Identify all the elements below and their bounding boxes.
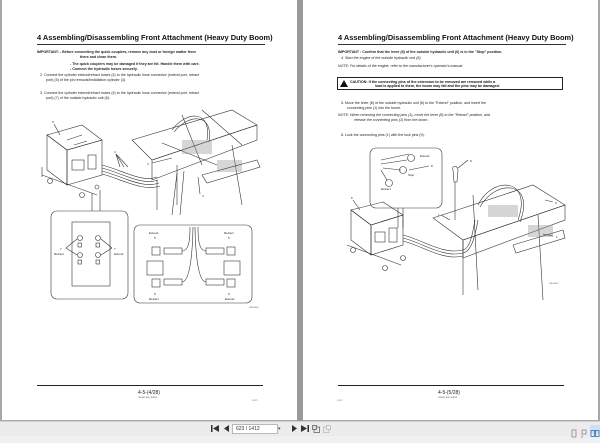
go-forward-button[interactable] bbox=[322, 425, 331, 434]
svg-text:2: 2 bbox=[147, 162, 149, 166]
svg-text:Extend: Extend bbox=[420, 154, 430, 158]
continuous-view-button[interactable] bbox=[580, 425, 588, 434]
first-page-icon bbox=[211, 425, 219, 432]
two-page-view-button[interactable] bbox=[590, 425, 600, 434]
svg-text:9: 9 bbox=[555, 201, 557, 205]
page-number: 4-5-(4/28) bbox=[138, 390, 160, 396]
svg-text:4: 4 bbox=[114, 150, 116, 154]
note-engine: NOTE: For details of the engine, refer to the manufacturer's operator's manual. bbox=[338, 64, 464, 68]
svg-text:5: 5 bbox=[228, 236, 230, 240]
step-6: 6. Lock the connecting pins (1) with the lock pins (9). bbox=[341, 133, 425, 137]
figure-code: HJDJ0049 bbox=[549, 283, 559, 285]
svg-text:5: 5 bbox=[154, 236, 156, 240]
page-number: 4-5-(5/28) bbox=[438, 390, 460, 396]
two-page-icon bbox=[590, 429, 600, 438]
lever-and-boom-illustration bbox=[303, 140, 598, 320]
svg-text:3: 3 bbox=[202, 194, 204, 198]
svg-text:7: 7 bbox=[60, 247, 62, 251]
continuous-page-icon bbox=[580, 429, 588, 438]
step-3-cont: port) (7) of the outside hydraulic unit (6). bbox=[46, 96, 110, 100]
viewer-toolbar bbox=[0, 421, 600, 436]
important-line: there and clean them. bbox=[80, 54, 117, 59]
step-5: 5. Move the lever (8) of the outside hydraulic unit (6) to the "Extend" position, and insert the bbox=[341, 101, 486, 105]
title-divider bbox=[37, 44, 265, 45]
svg-text:1: 1 bbox=[438, 213, 440, 217]
go-back-button[interactable] bbox=[311, 425, 320, 434]
page-left bbox=[2, 0, 297, 420]
page-title: 4 Assembling/Disassembling Front Attachment (Heavy Duty Boom) bbox=[338, 33, 574, 42]
next-view-icon bbox=[323, 425, 331, 433]
doc-code: TM-0NT-E06_1IRR01 bbox=[438, 397, 458, 399]
svg-text:Retract: Retract bbox=[381, 187, 391, 191]
first-page-button[interactable] bbox=[210, 425, 220, 434]
svg-text:1: 1 bbox=[556, 235, 558, 239]
svg-text:Extend: Extend bbox=[225, 297, 235, 301]
step-5-cont: connecting pins (1) into the boom. bbox=[347, 105, 402, 110]
caution-label: CAUTION: bbox=[350, 79, 368, 84]
note-retract: NOTE: When removing the connecting pins (1), move the lever (8) to the "Retract" position, and bbox=[338, 113, 490, 117]
title-divider bbox=[338, 44, 566, 45]
svg-text:8: 8 bbox=[431, 164, 433, 168]
step-2-cont: port) (5) of the pin removal/installation cylinder (3). bbox=[46, 78, 127, 82]
warning-icon bbox=[340, 80, 348, 87]
svg-text:Stop: Stop bbox=[408, 173, 415, 177]
svg-text:5: 5 bbox=[228, 292, 230, 296]
next-page-icon bbox=[292, 425, 297, 432]
svg-text:6: 6 bbox=[351, 196, 353, 200]
step-2: 2. Connect the cylinder extend/retract hoses (4) to the hydraulic hose connector (extend port, retract bbox=[40, 73, 200, 77]
important-line: IMPORTANT : Confirm that the lever (8) of the outside hydraulic unit (6) is in the "Stop" position. bbox=[338, 50, 503, 54]
svg-text:Retract: Retract bbox=[54, 252, 64, 256]
note-retract-cont: release the connecting pins (1) from the boom. bbox=[354, 117, 429, 122]
figure-code: HJDJ0048 bbox=[249, 307, 259, 309]
previous-view-icon bbox=[312, 425, 320, 433]
page-number-input[interactable] bbox=[232, 424, 278, 434]
single-page-view-button[interactable] bbox=[570, 425, 578, 434]
side-page-number: 2-172 bbox=[337, 400, 343, 402]
doc-code: TM-0NT-E06_1IRR01 bbox=[138, 397, 158, 399]
next-page-button[interactable] bbox=[290, 425, 298, 434]
previous-page-icon bbox=[224, 425, 229, 432]
step-3: 3. Connect the cylinder extend/retract hoses (4) to the hydraulic hose connector (extend port, retract bbox=[40, 91, 200, 95]
footer-divider bbox=[338, 385, 564, 386]
important-line: - Connect the hydraulic hoses securely. bbox=[70, 67, 138, 71]
boom-drawing bbox=[132, 110, 260, 210]
svg-text:6: 6 bbox=[52, 120, 54, 124]
svg-text:Retract: Retract bbox=[149, 297, 159, 301]
svg-text:5: 5 bbox=[154, 292, 156, 296]
step-4: 4. Start the engine of the outside hydraulic unit (6). bbox=[341, 56, 422, 60]
single-page-icon bbox=[570, 429, 578, 438]
important-line: IMPORTANT: - Before connecting the quick couplers, remove any dust or foreign matter from bbox=[37, 50, 196, 54]
last-page-icon bbox=[301, 425, 309, 432]
important-label: IMPORTANT: bbox=[37, 50, 59, 54]
svg-text:Extend: Extend bbox=[149, 231, 159, 235]
page-title: 4 Assembling/Disassembling Front Attachment (Heavy Duty Boom) bbox=[37, 33, 273, 42]
important-line: - The quick couplers may be damaged if they are hit. Handle them with care. bbox=[70, 62, 200, 66]
svg-text:7: 7 bbox=[114, 247, 116, 251]
last-page-button[interactable] bbox=[300, 425, 310, 434]
previous-page-button[interactable] bbox=[222, 425, 230, 434]
hydraulic-connection-illustration bbox=[2, 105, 297, 315]
svg-text:9: 9 bbox=[470, 159, 472, 163]
side-page-number: 2-171 bbox=[252, 400, 258, 402]
caution-box: CAUTION: If the connecting pins of the extension to be removed are removed while a load is applied to them, the boom may fall and the pins may be damaged. bbox=[337, 77, 563, 90]
svg-text:Extend: Extend bbox=[114, 252, 124, 256]
footer-divider bbox=[37, 385, 263, 386]
svg-text:Retract: Retract bbox=[224, 231, 234, 235]
hydraulic-unit-drawing bbox=[42, 125, 102, 198]
page-dropdown-chevron-icon[interactable]: ▾ bbox=[278, 426, 281, 432]
